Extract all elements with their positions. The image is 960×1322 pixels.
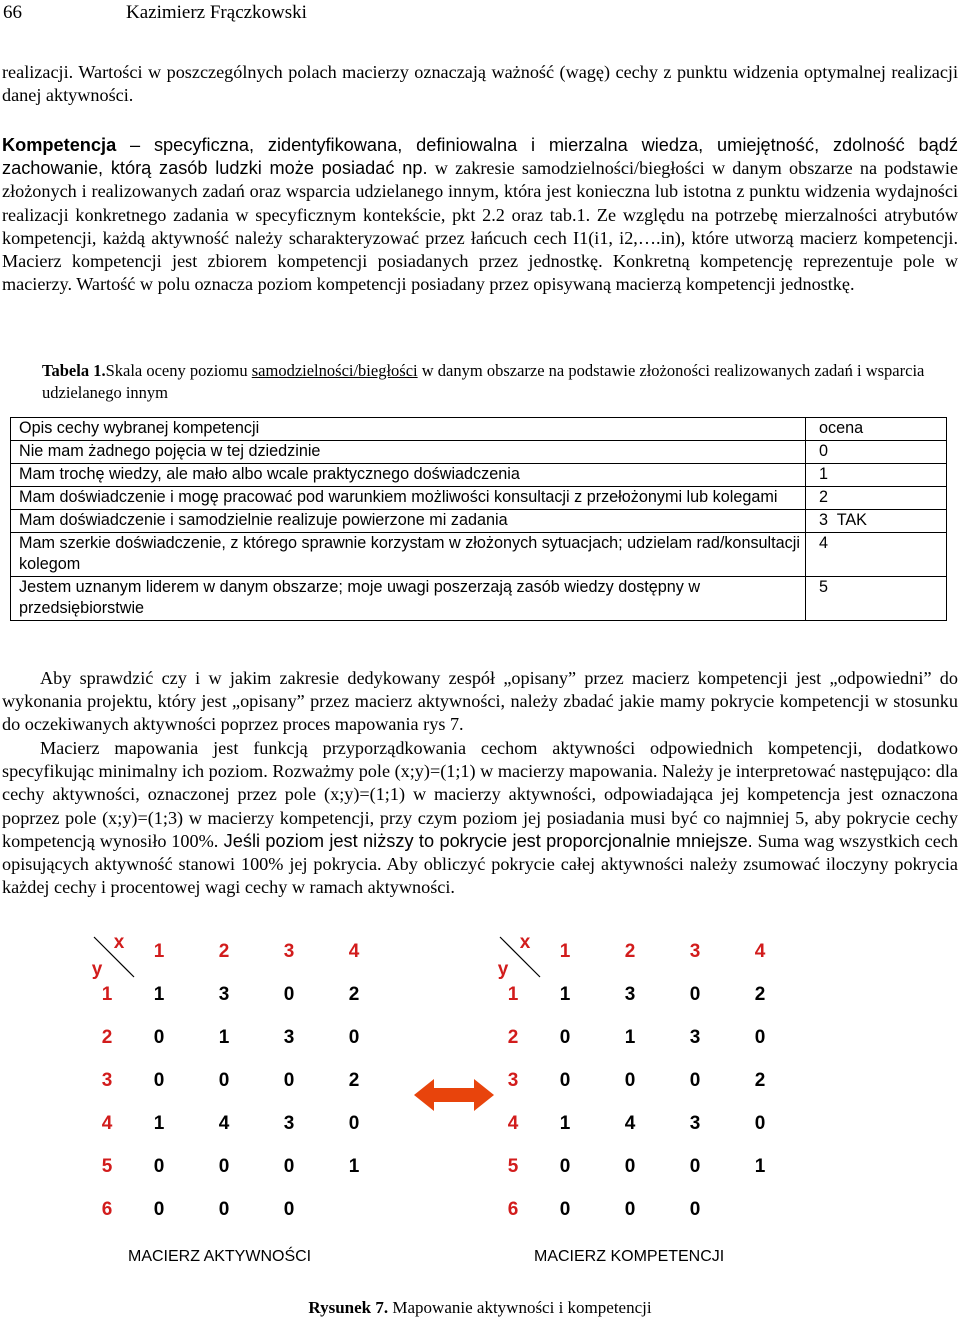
matrix-cell: 0 (754, 1113, 766, 1134)
table-row (11, 577, 947, 621)
matrix-cell: 1 (754, 1156, 766, 1177)
matrix-cell: 0 (348, 1027, 360, 1048)
table-row (11, 533, 947, 577)
matrix-row-header: 2 (101, 1027, 113, 1048)
paragraph-4-sans-part: Jeśli poziom jest niższy to pokrycie jest proporcjonalnie mniejsze. (218, 830, 753, 851)
matrix-row-header: 6 (101, 1199, 113, 1220)
matrix-cell: 0 (624, 1156, 636, 1177)
row-score: 3 TAK (806, 510, 947, 533)
matrix-column-header: 1 (559, 941, 571, 962)
matrix-cell: 0 (559, 1027, 571, 1048)
matrix-cell: 3 (218, 984, 230, 1005)
matrix-cell: 1 (624, 1027, 636, 1048)
paragraph-4-after: Suma wag wszystkich cech opisujących aktywność stanowi 100% jej pokrycia. Aby obliczyć pokrycie całej aktywności należy zsumować iloczyny pokrycia każdej cechy i procentowej wagi cechy w ramach aktywności. (2, 830, 958, 898)
author-name: Kazimierz Frączkowski (126, 2, 307, 23)
matrix-cell: 0 (348, 1113, 360, 1134)
matrix-title: MACIERZ AKTYWNOŚCI (128, 1248, 312, 1265)
matrix-cell: 0 (153, 1199, 165, 1220)
paragraph-4-before: Macierz mapowania jest funkcją przyporządkowania cechom aktywności odpowiednich kompetencji, dodatkowo specyfikując minimalny ich poziom. Rozważmy pole (x;y)=(1;1) w macierzy mapowania. Należy je interpretować następująco: dla cechy aktywności, oznaczonej przez pole (x;y)=(1;1) w macierzy aktywności, odpowiadająca jej kompetencja jest oznaczona poprzez pole (x;y)=(1;3) w macierzy kompetencji, przy czym poziom jej posiadania musi być co najmniej 5, aby pokrycie cechy kompetencją wynosiło 100%. (2, 738, 958, 851)
matrix-row-header: 5 (507, 1156, 519, 1177)
matrix-row-header: 2 (507, 1027, 519, 1048)
matrix-cell: 1 (559, 1113, 571, 1134)
matrix-cell: 3 (283, 1113, 295, 1134)
matrix-cell: 0 (218, 1199, 230, 1220)
matrix-x-label: x (113, 932, 125, 953)
matrix-cell: 0 (624, 1070, 636, 1091)
matrix-column-header: 4 (754, 941, 766, 962)
matrix-cell: 2 (754, 1070, 766, 1091)
matrix-row-header: 5 (101, 1156, 113, 1177)
matrix-x-label: x (519, 932, 531, 953)
paragraph-1: realizacji. Wartości w poszczególnych polach macierzy oznaczają ważność (wagę) cechy z punktu widzenia optymalnej realizacji danej aktywności. (2, 62, 958, 106)
matrix-row-header: 1 (101, 984, 113, 1005)
matrix-cell: 1 (153, 984, 165, 1005)
matrix-column-header: 2 (218, 941, 230, 962)
matrix-title: MACIERZ KOMPETENCJI (534, 1248, 725, 1265)
matrix-row-header: 4 (507, 1113, 519, 1134)
matrix-cell: 1 (348, 1156, 360, 1177)
row-description: Mam doświadczenie i mogę pracować pod warunkiem możliwości konsultacji z przełożonymi lub kolegami (11, 487, 806, 510)
competence-scale-table (10, 417, 947, 621)
matrix-cell: 2 (754, 984, 766, 1005)
term-kompetencja: Kompetencja (2, 135, 117, 155)
matrix-cell: 0 (153, 1070, 165, 1091)
activity-matrix (84, 930, 414, 1265)
row-description: Mam trochę wiedzy, ale mało albo wcale praktycznego doświadczenia (11, 464, 806, 487)
matrix-cell: 0 (218, 1070, 230, 1091)
matrix-cell: 0 (283, 984, 295, 1005)
matrix-cell: 2 (348, 984, 360, 1005)
table-row (11, 510, 947, 533)
matrix-cell: 0 (624, 1199, 636, 1220)
table-caption-label: Tabela 1. (42, 361, 106, 380)
matrix-column-header: 3 (283, 941, 295, 962)
matrix-cell: 1 (218, 1027, 230, 1048)
row-description: Jestem uznanym liderem w danym obszarze; moje uwagi poszerzają zasób wiedzy dostępny w przedsiębiorstwie (11, 577, 806, 621)
row-score: 5 (806, 577, 947, 621)
definition-sans-part: – specyficzna, zidentyfikowana, definiowalna i mierzalna wiedza, umiejętność, zdolność bądź zachowanie, którą zasób ludzki może posiadać np. (2, 135, 958, 179)
matrix-cell: 0 (689, 984, 701, 1005)
matrix-cell: 0 (689, 1199, 701, 1220)
matrix-cell: 3 (283, 1027, 295, 1048)
table-row (11, 441, 947, 464)
table-row (11, 487, 947, 510)
matrix-cell: 3 (689, 1113, 701, 1134)
table-caption-after: w danym obszarze na podstawie złożoności realizowanych zadań i wsparcia udzielanego innym (42, 361, 925, 402)
matrix-cell: 2 (348, 1070, 360, 1091)
table-header-row (11, 418, 947, 441)
table-caption (42, 360, 958, 404)
row-score: 4 (806, 533, 947, 577)
matrix-row-header: 6 (507, 1199, 519, 1220)
matrix-cell: 1 (153, 1113, 165, 1134)
matrix-column-header: 1 (153, 941, 165, 962)
matrix-column-header: 2 (624, 941, 636, 962)
matrix-row-header: 4 (101, 1113, 113, 1134)
paragraph-4 (2, 737, 958, 899)
row-description: Mam szerkie doświadczenie, z którego sprawnie korzystam w złożonych sytuacjach; udzielam rad/konsultacji kolegom (11, 533, 806, 577)
matrix-cell: 0 (283, 1070, 295, 1091)
matrix-cell: 0 (559, 1199, 571, 1220)
matrix-column-header: 3 (689, 941, 701, 962)
matrix-cell: 0 (754, 1027, 766, 1048)
matrix-cell: 0 (559, 1156, 571, 1177)
matrix-cell: 0 (559, 1070, 571, 1091)
paragraph-competence-definition (2, 134, 958, 296)
matrix-column-header: 4 (348, 941, 360, 962)
table-row (11, 464, 947, 487)
header-description: Opis cechy wybranej kompetencji (11, 418, 806, 441)
table-caption-before: Skala oceny poziomu (105, 361, 252, 380)
figure-caption-text: Mapowanie aktywności i kompetencji (388, 1298, 652, 1317)
matrix-cell: 0 (153, 1027, 165, 1048)
matrix-cell: 0 (283, 1156, 295, 1177)
competence-matrix (490, 930, 820, 1265)
matrix-cell: 3 (689, 1027, 701, 1048)
matrix-row-header: 3 (507, 1070, 519, 1091)
matrix-cell: 1 (559, 984, 571, 1005)
matrix-cell: 0 (153, 1156, 165, 1177)
row-score: 0 (806, 441, 947, 464)
matrix-y-label: y (497, 959, 509, 980)
matrix-row-header: 3 (101, 1070, 113, 1091)
figure-caption (0, 1298, 960, 1318)
row-score: 1 (806, 464, 947, 487)
matrix-cell: 0 (689, 1070, 701, 1091)
definition-serif-part: w zakresie samodzielności/biegłości w danym obszarze na podstawie złożonych i realizowanych zadań oraz wsparcia udzielanego innym, która jest konieczna lub istotna z punktu widzenia wydajności realizacji konkretnego zadania w specyficznym kontekście, pkt 2.2 oraz tab.1. Ze względu na potrzebę mierzalności atrybutów kompetencji, każdą aktywność należy scharakteryzować przez łańcuch cech I1(i1, i2,….in), które utworzą macierz kompetencji. Macierz kompetencji jest zbiorem kompetencji posiadanych przez jednostkę. Konkretną kompetencję reprezentuje pole w macierzy. Wartość w polu oznacza poziom kompetencji posiadany przez opisywaną macierzą kompetencji jednostkę. (2, 158, 958, 295)
matrix-cell: 4 (218, 1113, 230, 1134)
mapping-arrow (412, 1077, 496, 1113)
matrix-cell: 0 (689, 1156, 701, 1177)
matrix-cell: 4 (624, 1113, 636, 1134)
matrix-cell: 0 (283, 1199, 295, 1220)
figure-caption-label: Rysunek 7. (308, 1298, 389, 1317)
row-description: Nie mam żadnego pojęcia w tej dziedzinie (11, 441, 806, 464)
row-description: Mam doświadczenie i samodzielnie realizuje powierzone mi zadania (11, 510, 806, 533)
page-number: 66 (3, 2, 22, 23)
header-score: ocena (806, 418, 947, 441)
table-caption-underlined: samodzielności/biegłości (251, 361, 418, 380)
row-score: 2 (806, 487, 947, 510)
matrix-cell: 0 (218, 1156, 230, 1177)
paragraph-3: Aby sprawdzić czy i w jakim zakresie dedykowany zespół „opisany” przez macierz kompetencji jest „odpowiedni” do wykonania projektu, który jest „opisany” przez macierz aktywności, należy zbadać jakie mamy pokrycie kompetencji w stosunku do oczekiwanych aktywności poprzez proces mapowania rys 7. (2, 668, 958, 735)
matrix-cell: 3 (624, 984, 636, 1005)
matrix-row-header: 1 (507, 984, 519, 1005)
matrix-y-label: y (91, 959, 103, 980)
running-header (3, 2, 307, 24)
